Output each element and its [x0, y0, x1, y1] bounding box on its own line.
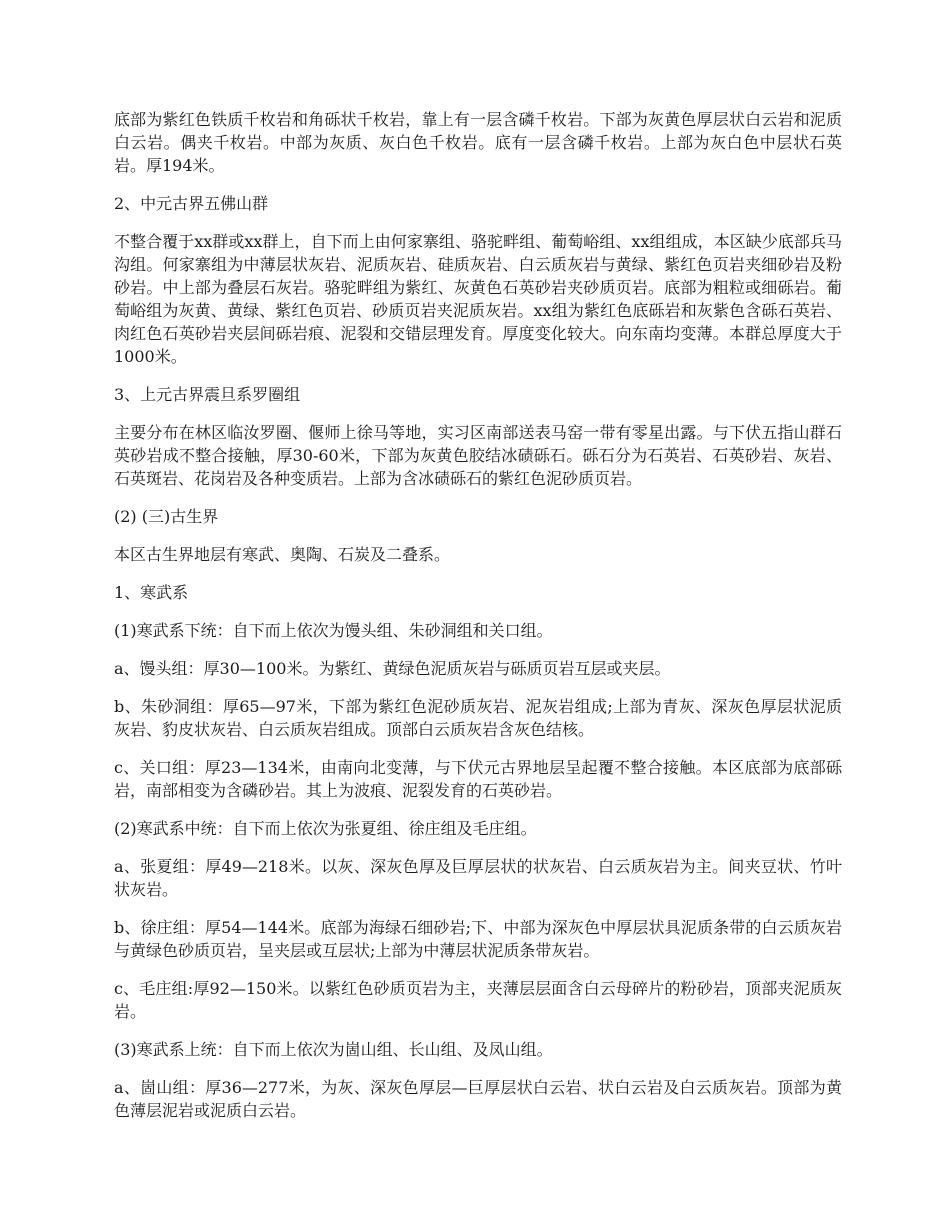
heading-cambrian: 1、寒武系 — [114, 583, 189, 602]
paragraph-zhangxia-formation: a、张夏组：厚49—218米。以灰、深灰色厚及巨厚层状的状灰岩、白云质灰岩为主。间夹豆状、竹叶状灰岩。 — [114, 857, 842, 899]
heading-luoquan-formation: 3、上元古界震旦系罗圈组 — [114, 385, 301, 404]
heading-paleozoic: (2) (三)古生界 — [114, 507, 219, 526]
paragraph-zhushadong-formation: b、朱砂洞组：厚65—97米，下部为紫红色泥砂质灰岩、泥灰岩组成;上部为青灰、深灰色厚层状泥质灰岩、豹皮状灰岩、白云质灰岩组成。顶部白云质灰岩含灰色结核。 — [114, 697, 842, 739]
heading-middle-cambrian: (2)寒武系中统：自下而上依次为张夏组、徐庄组及毛庄组。 — [114, 819, 537, 838]
heading-lower-cambrian: (1)寒武系下统：自下而上依次为馒头组、朱砂洞组和关口组。 — [114, 621, 553, 640]
document-body — [114, 108, 842, 1137]
paragraph-wufoshan-group: 不整合覆于xx群或xx群上，自下而上由何家寨组、骆驼畔组、葡萄峪组、xx组组成，本区缺少底部兵马沟组。何家寨组为中薄层状灰岩、泥质灰岩、硅质灰岩、白云质灰岩与黄绿、紫红色页岩夹细砂岩及粉砂岩。中上部为叠层石灰岩。骆驼畔组为紫红、灰黄色石英砂岩夹砂质页岩。底部为粗粒或细砾岩。葡萄峪组为灰黄、黄绿、紫红色页岩、砂质页岩夹泥质灰岩。xx组为紫红色底砾岩和灰紫色含砾石英岩、肉红色石英砂岩夹层间砾岩痕、泥裂和交错层理发育。厚度变化较大。向东南均变薄。本群总厚度大于1000米。 — [114, 232, 842, 366]
paragraph-maozhuang-formation: c、毛庄组:厚92—150米。以紫红色砂质页岩为主，夹薄层层面含白云母碎片的粉砂岩，顶部夹泥质灰岩。 — [114, 979, 842, 1021]
paragraph-mantou-formation: a、馒头组：厚30—100米。为紫红、黄绿色泥质灰岩与砾质页岩互层或夹层。 — [114, 659, 671, 678]
paragraph-gushan-formation: a、崮山组：厚36—277米，为灰、深灰色厚层—巨厚层状白云岩、状白云岩及白云质灰岩。顶部为黄色薄层泥岩或泥质白云岩。 — [114, 1078, 842, 1120]
heading-upper-cambrian: (3)寒武系上统：自下而上依次为崮山组、长山组、及凤山组。 — [114, 1040, 553, 1059]
paragraph-paleozoic-intro: 本区古生界地层有寒武、奥陶、石炭及二叠系。 — [114, 545, 451, 564]
paragraph-guankou-formation: c、关口组：厚23—134米，由南向北变薄，与下伏元古界地层呈起覆不整合接触。本区底部为底部砾岩，南部相变为含磷砂岩。其上为波痕、泥裂发育的石英砂岩。 — [114, 758, 842, 800]
heading-wufoshan-group: 2、中元古界五佛山群 — [114, 194, 269, 213]
paragraph-luoquan-formation: 主要分布在林区临汝罗圈、偃师上徐马等地，实习区南部送表马窑一带有零星出露。与下伏五指山群石英砂岩成不整合接触，厚30-60米，下部为灰黄色胶结冰碛砾石。砾石分为石英岩、石英砂岩、灰岩、石英斑岩、花岗岩及各种变质岩。上部为含冰碛砾石的紫红色泥砂质页岩。 — [114, 423, 842, 488]
paragraph-luoquan-underlying-description: 底部为紫红色铁质千枚岩和角砾状千枚岩，靠上有一层含磷千枚岩。下部为灰黄色厚层状白云岩和泥质白云岩。偶夹千枚岩。中部为灰质、灰白色千枚岩。底有一层含磷千枚岩。上部为灰白色中层状石英岩。厚194米。 — [114, 110, 842, 175]
paragraph-xuzhuang-formation: b、徐庄组：厚54—144米。底部为海绿石细砂岩;下、中部为深灰色中厚层状具泥质条带的白云质灰岩与黄绿色砂质页岩，呈夹层或互层状;上部为中薄层状泥质条带灰岩。 — [114, 918, 842, 960]
